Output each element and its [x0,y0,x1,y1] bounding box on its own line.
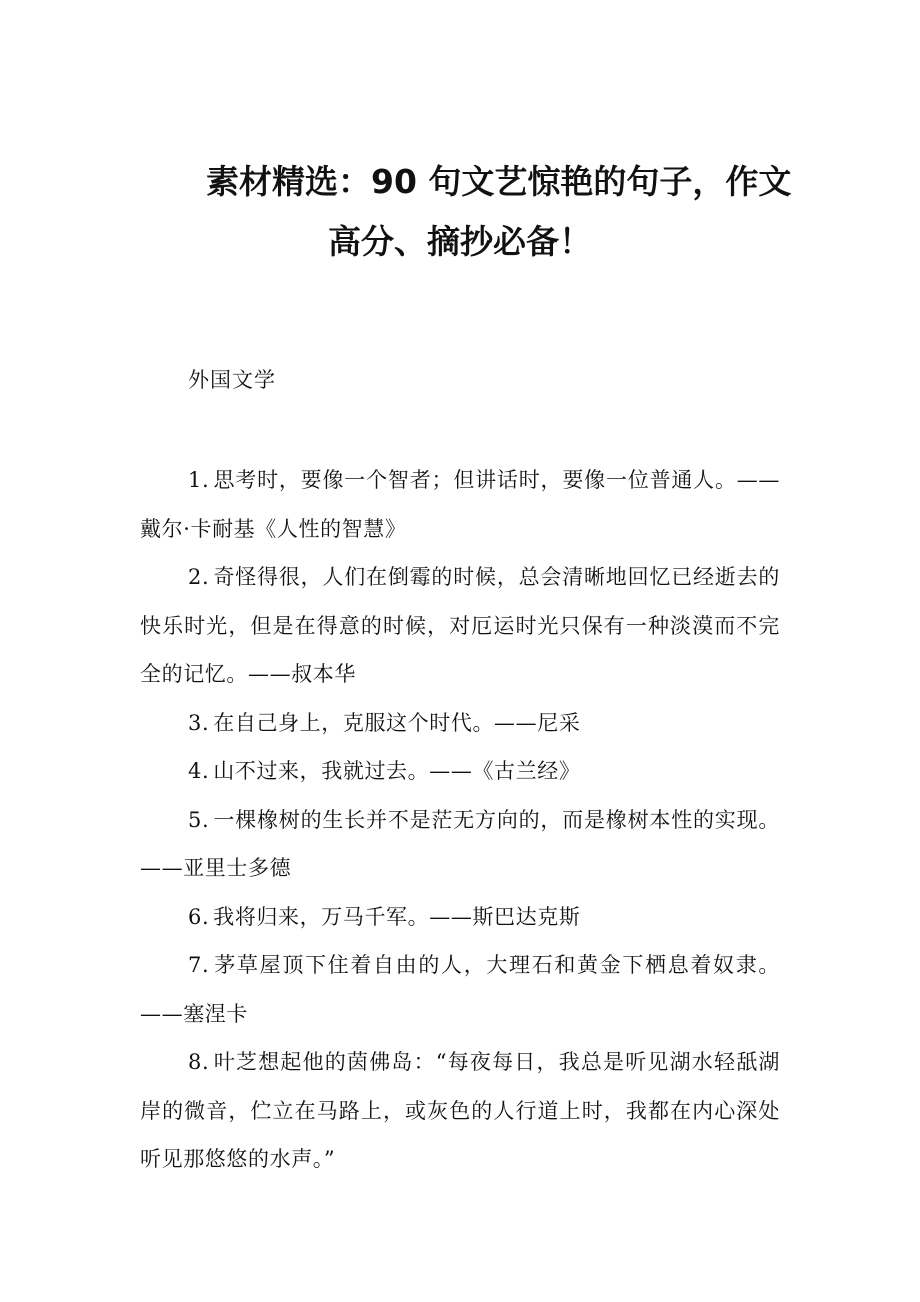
quote-number: 2. [188,565,210,589]
quote-text: 奇怪得很，人们在倒霉的时候，总会清晰地回忆已经逝去的快乐时光，但是在得意的时候，对厄运时光只保有一种淡漠而不完全的记忆。——叔本华 [140,565,780,686]
quote-list [140,456,780,1184]
quote-item [140,553,780,699]
quote-number: 5. [188,807,210,832]
quote-number: 1. [188,468,210,492]
quote-number: 8. [188,1050,210,1074]
quote-text: 一棵橡树的生长并不是茫无方向的，而是橡树本性的实现。——亚里士多德 [140,807,780,880]
quote-number: 4. [188,759,210,783]
quote-item [140,747,780,796]
quote-item [140,699,780,748]
quote-text: 我将归来，万马千军。——斯巴达克斯 [213,904,581,929]
quote-item [140,456,780,553]
document-title [140,152,792,272]
quote-item [140,893,780,942]
quote-number: 3. [188,710,210,735]
quote-text: 茅草屋顶下住着自由的人，大理石和黄金下栖息着奴隶。——塞涅卡 [140,953,780,1026]
quote-number: 6. [188,904,210,929]
section-heading: 外国文学 [188,368,276,392]
quote-text: 叶芝想起他的茵佛岛：“每夜每日，我总是听见湖水轻舐湖岸的微音，伫立在马路上，或灰色的人行道上时，我都在内心深处听见那悠悠的水声。” [140,1050,780,1171]
quote-item [140,796,780,893]
quote-number: 7. [188,953,210,977]
title-line-2: 高分、摘抄必备！ [328,222,592,261]
quote-item [140,1038,780,1184]
title-line-1: 素材精选：90 句文艺惊艳的句子，作文 [206,162,792,201]
quote-item [140,941,780,1038]
quote-text: 山不过来，我就过去。——《古兰经》 [213,759,581,783]
quote-text: 在自己身上，克服这个时代。——尼采 [213,710,581,735]
quote-text: 思考时，要像一个智者；但讲话时，要像一位普通人。——戴尔·卡耐基《人性的智慧》 [140,468,780,541]
